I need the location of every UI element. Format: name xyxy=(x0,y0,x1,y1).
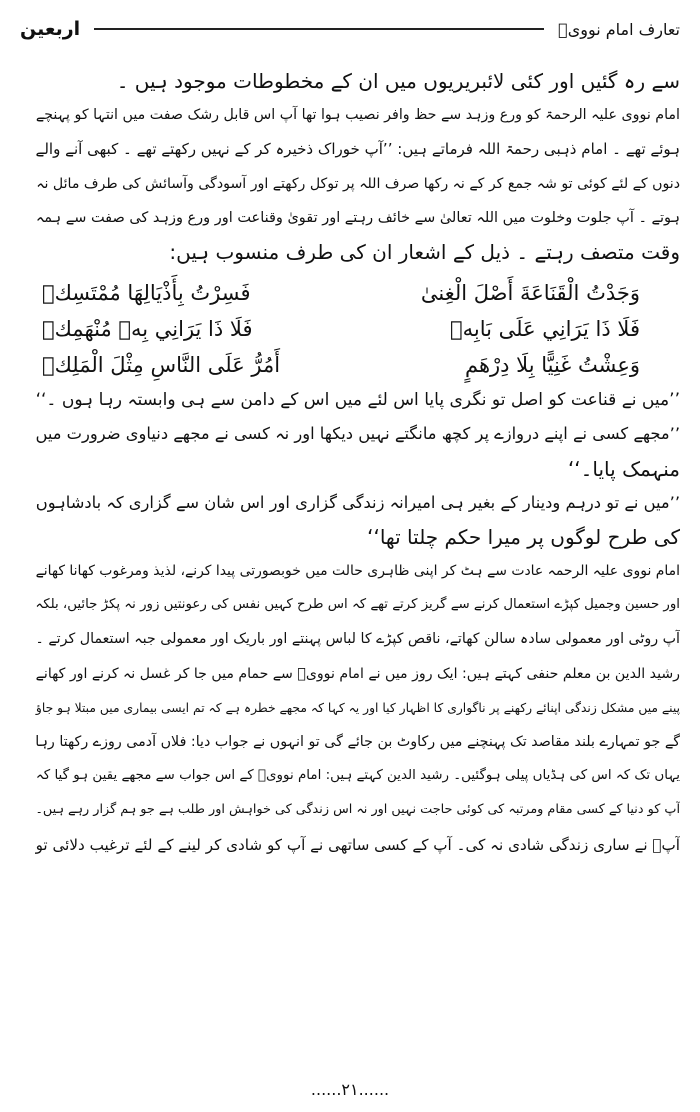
text-line: ’’میں نے تو درہم ودینار کے بغیر ہی امیرانہ زندگی گزاری اور اس شان سے گزاری کہ بادشاہوں xyxy=(35,492,680,512)
text-line: منہمک پایا۔‘‘ xyxy=(567,456,680,481)
paragraph-4 xyxy=(22,657,680,862)
verse-translation xyxy=(22,383,680,554)
verse-2 xyxy=(42,311,640,347)
section-title: تعارف امام نوویؒ xyxy=(558,19,680,39)
text-line: اور حسین وجمیل کپڑے استعمال کرنے سے گریز کرتے تھے کہ اس طرح کہیں نفس کی رعونتیں زور نہ پکڑ جائیں، بلکہ xyxy=(35,597,680,613)
paragraph-2 xyxy=(22,98,680,269)
text-line: آپ کو دنیا کے کسی مقام ومرتبہ کی کوئی حاجت نہیں اور نہ اس زندگی کی خواہش اور طلب ہے جو ہم گزار رہے ہیں۔ xyxy=(35,802,680,818)
text-line: رشید الدین بن معلم حنفی کہتے ہیں: ایک روز میں نے امام نوویؒ سے حمام میں جا کر غسل نہ کرنے اور کھانے xyxy=(35,665,680,682)
text-line: ہوتے ۔ آپ جلوت وخلوت میں اللہ تعالیٰ سے خائف رہتے اور تقویٰ وقناعت اور ورع وزہد کی صفت سے ہمہ xyxy=(35,209,680,226)
text-line: دنوں کے لئے کوئی تو شہ جمع کر کے نہ رکھا صرف اللہ پر توکل رکھتے اور آسودگی وآسائش کی طرف مائل نہ xyxy=(36,175,680,192)
text-line: ہوئے تھے ۔ امام ذہبی رحمۃ اللہ فرماتے ہیں: ’’آپ خوراک ذخیرہ کر کے نہیں رکھتے تھے ۔ کبھی آنے والے xyxy=(35,140,680,159)
text-line: گے جو تمہارے بلند مقاصد تک پہنچنے میں رکاوٹ بن جائے گی تو انہوں نے جواب دیا: فلاں آدمی روزے رکھتا رہا xyxy=(35,734,680,750)
text-line: کی طرح لوگوں پر میرا حکم چلتا تھا‘‘ xyxy=(367,524,680,549)
paragraph-1 xyxy=(22,64,680,98)
text-line: وقت متصف رہتے ۔ ذیل کے اشعار ان کی طرف منسوب ہیں: xyxy=(169,239,680,264)
verse-1 xyxy=(42,275,640,311)
verse-second-hemistich: فَسِرْتُ بِأَذْيَالِهَا مُمْتَسِكٖ xyxy=(42,281,251,306)
text-line: پینے میں مشکل زندگی اپنائے رکھنے پر ناگواری کا اظہار کیا اور یہ کہا کہ مجھے خطرہ ہے کہ تم ایسی بیماری میں مبتلا ہو جاؤ xyxy=(35,700,680,715)
paragraph-3 xyxy=(22,554,680,657)
header-rule xyxy=(94,28,544,30)
text-line: یہاں تک کہ اس کی ہڈیاں پیلی ہوگئیں۔ رشید الدین کہتے ہیں: امام نوویؒ کے اس جواب سے مجھے یقین ہو گیا کہ xyxy=(35,768,680,784)
text-line: آپ روٹی اور معمولی سادہ سالن کھاتے، ناقص کپڑے کا لباس پہنتے اور باریک اور معمولی جبہ استعمال کرتے ۔ xyxy=(35,631,680,648)
verse-second-hemistich: أَمُرُّ عَلَى النَّاسِ مِثْلَ الْمَلِكٖ xyxy=(42,353,281,378)
page-body xyxy=(22,64,680,862)
book-title: اربعین xyxy=(20,18,81,40)
page-header xyxy=(20,14,680,44)
verse-second-hemistich: فَلَا ذَا يَرَانِي بِهٖ مُنْهَمِكٖ xyxy=(42,317,253,342)
page-number: ......۲۱...... xyxy=(310,1080,390,1099)
verse-first-hemistich: فَلَا ذَا يَرَانِي عَلَى بَابِهٖ xyxy=(449,317,640,342)
verse-first-hemistich: وَعِشْتُ غَنِيًّا بِلَا دِرْهَمٍ xyxy=(464,353,640,378)
verse-3 xyxy=(42,347,640,383)
verse-first-hemistich: وَجَدْتُ الْقَنَاعَةَ أَصْلَ الْغِنىٰ xyxy=(420,281,640,306)
text-line: امام نووی علیہ الرحمہ عادت سے ہٹ کر اپنی ظاہری حالت میں خوبصورتی پیدا کرنے، لذیذ ومرغوب کھانا کھانے xyxy=(35,563,680,580)
text-line: امام نووی علیہ الرحمۃ کو ورع وزہد سے حظ وافر نصیب ہوا تھا آپ اس قابل رشک صفت میں انتہا کو پہنچے xyxy=(35,107,680,124)
text-line: آپؒ نے ساری زندگی شادی نہ کی۔ آپ کے کسی ساتھی نے آپ کو شادی کر لینے کے لئے ترغیب دلائی تو xyxy=(35,835,680,854)
text-line: ’’مجھے کسی نے اپنے دروازے پر کچھ مانگتے نہیں دیکھا اور نہ کسی نے مجھے دنیاوی ضرورت میں xyxy=(35,424,680,444)
text-line: ’’میں نے قناعت کو اصل تو نگری پایا اس لئے میں اس کے دامن سے ہی وابستہ رہا ہوں ۔‘‘ xyxy=(35,390,680,411)
arabic-verses xyxy=(42,275,640,383)
text-line: سے رہ گئیں اور کئی لائبریریوں میں ان کے مخطوطات موجود ہیں ۔ xyxy=(116,69,680,93)
